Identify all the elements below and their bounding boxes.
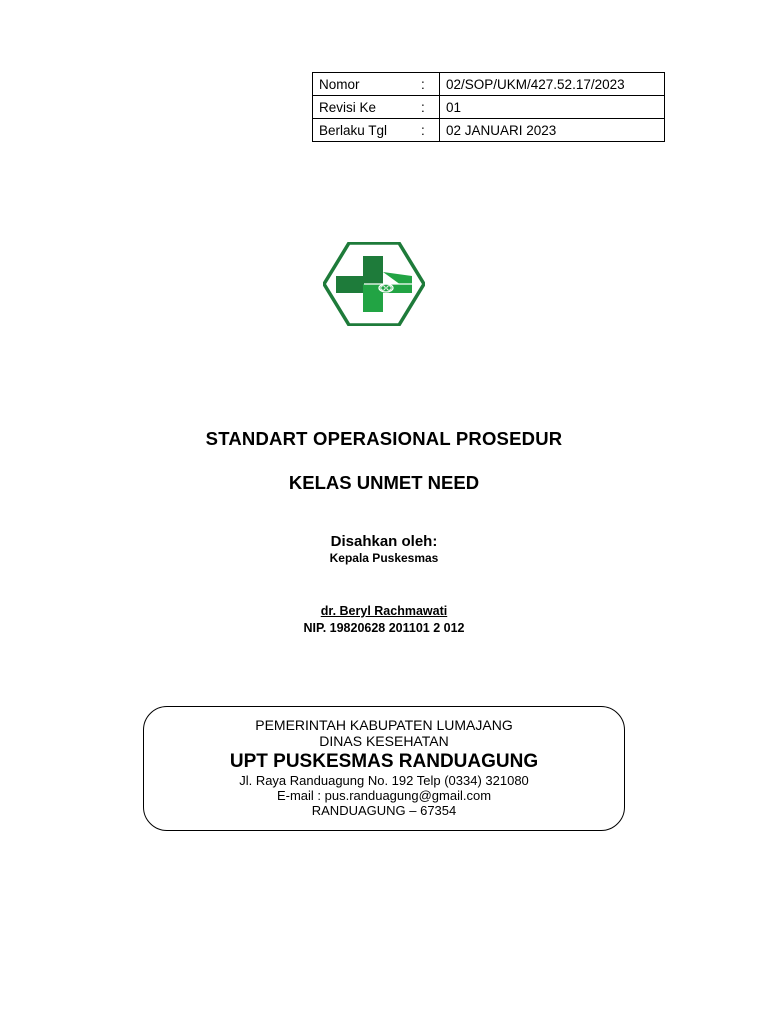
doc-info-label: Revisi Ke xyxy=(313,96,422,119)
doc-info-row-nomor xyxy=(313,73,665,96)
document-info-table xyxy=(312,72,665,142)
doc-info-colon: : xyxy=(421,73,440,96)
approver-nip: NIP. 19820628 201101 2 012 xyxy=(303,621,465,635)
doc-info-label: Berlaku Tgl xyxy=(313,119,422,142)
footer-unit-name: UPT PUSKESMAS RANDUAGUNG xyxy=(229,751,539,772)
doc-info-colon: : xyxy=(421,96,440,119)
footer-email: E-mail : pus.randuagung@gmail.com xyxy=(276,788,492,803)
document-title: STANDART OPERASIONAL PROSEDUR xyxy=(205,428,563,449)
document-subtitle: KELAS UNMET NEED xyxy=(288,472,480,493)
footer-government: PEMERINTAH KABUPATEN LUMAJANG xyxy=(255,717,513,733)
doc-info-label: Nomor xyxy=(313,73,422,96)
approver-name: dr. Beryl Rachmawati xyxy=(320,604,448,618)
approver-position: Kepala Puskesmas xyxy=(329,551,439,565)
doc-info-value: 02/SOP/UKM/427.52.17/2023 xyxy=(440,73,665,96)
institution-footer-box xyxy=(143,706,625,831)
doc-info-value: 01 xyxy=(440,96,665,119)
puskesmas-cross-logo-icon xyxy=(323,242,425,326)
doc-info-row-berlaku xyxy=(313,119,665,142)
footer-address: Jl. Raya Randuagung No. 192 Telp (0334) 321080 xyxy=(239,773,529,788)
doc-info-value: 02 JANUARI 2023 xyxy=(440,119,665,142)
approved-by-label: Disahkan oleh: xyxy=(330,533,438,550)
doc-info-row-revisi xyxy=(313,96,665,119)
doc-info-colon: : xyxy=(421,119,440,142)
footer-department: DINAS KESEHATAN xyxy=(319,733,449,749)
footer-city: RANDUAGUNG – 67354 xyxy=(311,803,457,818)
